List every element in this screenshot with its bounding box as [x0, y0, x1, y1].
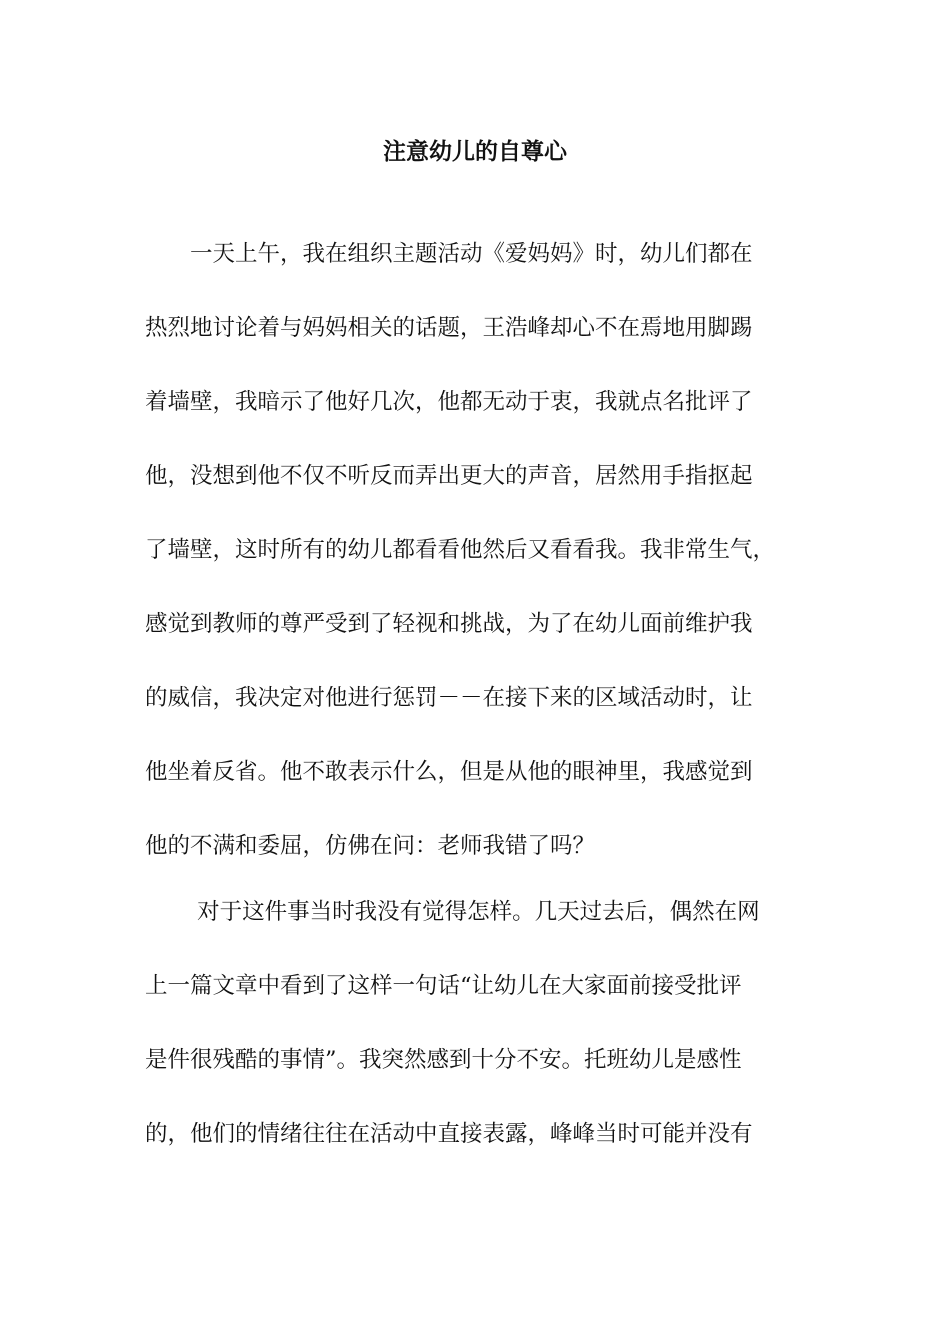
paragraph-line: 热烈地讨论着与妈妈相关的话题，王浩峰却心不在焉地用脚踢: [145, 315, 753, 341]
paragraph-line: 的威信，我决定对他进行惩罚－－在接下来的区域活动时，让: [145, 685, 753, 711]
paragraph-line: 对于这件事当时我没有觉得怎样。几天过去后，偶然在网: [145, 899, 760, 925]
paragraph-line: 感觉到教师的尊严受到了轻视和挑战，为了在幼儿面前维护我: [145, 611, 753, 637]
paragraph-line: 是件很残酷的事情”。我突然感到十分不安。托班幼儿是感性: [145, 1047, 742, 1073]
document-title: 注意幼儿的自尊心: [383, 138, 567, 165]
paragraph-line: 了墙壁，这时所有的幼儿都看看他然后又看看我。我非常生气，: [145, 537, 776, 563]
paragraph-line: 着墙壁，我暗示了他好几次，他都无动于衷，我就点名批评了: [145, 389, 753, 415]
paragraph-line: 的，他们的情绪往往在活动中直接表露，峰峰当时可能并没有: [145, 1121, 753, 1147]
paragraph-line: 他坐着反省。他不敢表示什么，但是从他的眼神里，我感觉到: [145, 759, 753, 785]
paragraph-line: 他的不满和委屈，仿佛在问：老师我错了吗？: [145, 833, 596, 859]
paragraph-line: 上一篇文章中看到了这样一句话“让幼儿在大家面前接受批评: [145, 973, 742, 999]
paragraph-line: 他，没想到他不仅不听反而弄出更大的声音，居然用手指抠起: [145, 463, 753, 489]
paragraph-line: 一天上午，我在组织主题活动《爱妈妈》时，幼儿们都在: [145, 241, 753, 267]
